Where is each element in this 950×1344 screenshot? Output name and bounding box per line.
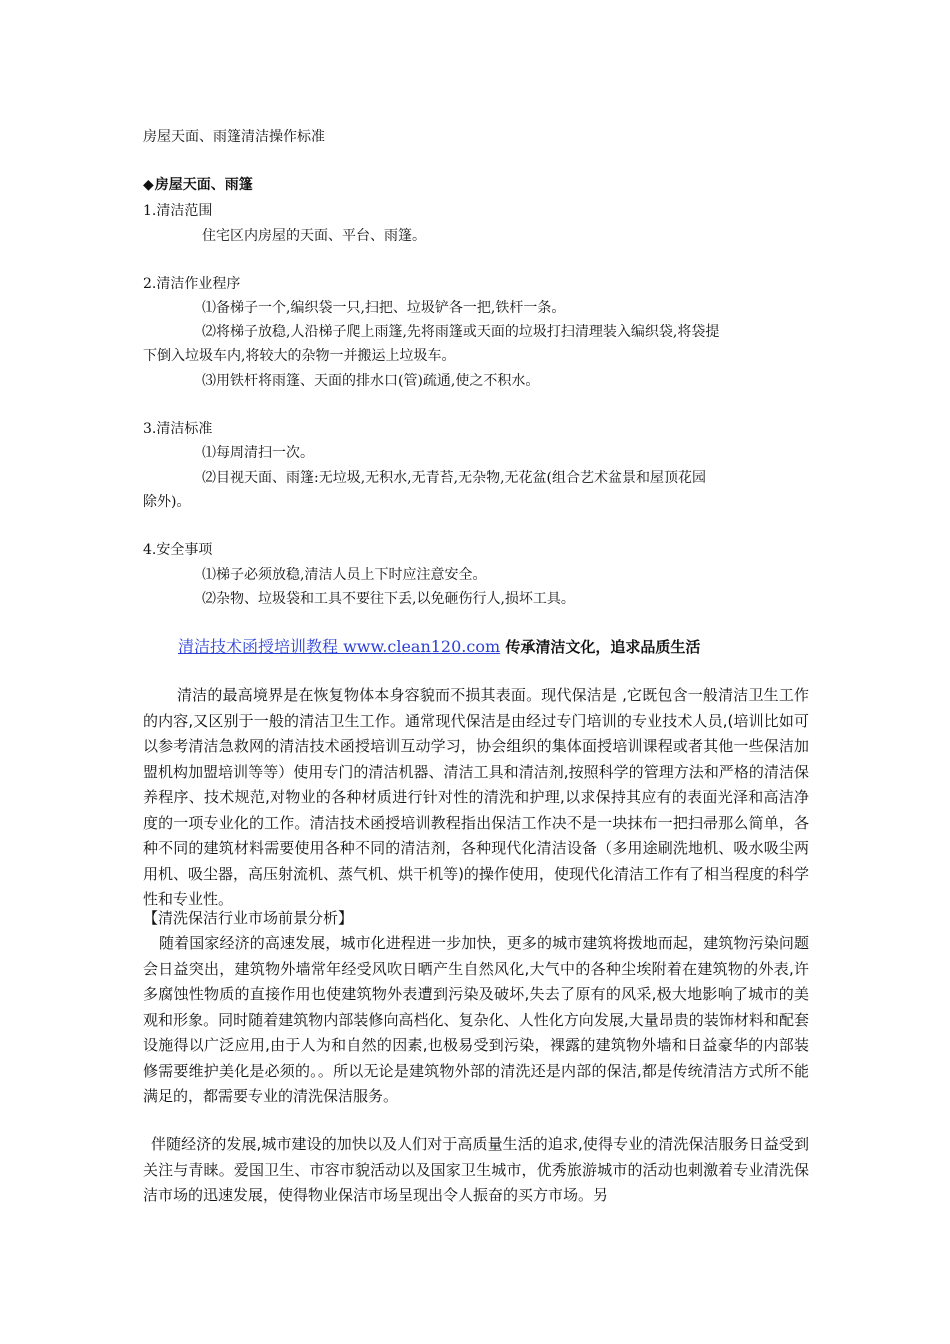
paragraph-intro: 清洁的最高境界是在恢复物体本身容貌而不损其表面。现代保洁是 ,它既包含一般清洁卫生工作的内容,又区别于一般的清洁卫生工作。通常现代保洁是由经过专门培训的专业技术人员,(培训比如可以参考清洁急救网的清洁技术函授培训互动学习，协会组织的集体面授培训课程或者其他一些保洁加盟机构加盟培训等等）使用专门的清洁机器、清洁工具和清洁剂,按照科学的管理方法和严格的清洁保养程序、技术规范,对物业的各种材质进行针对性的清洗和护理,以求保持其应有的表面光泽和高洁净度的一项专业化的工作。清洁技术函授培训教程指出保洁工作决不是一块抹布一把扫帚那么简单，各种不同的建筑材料需要使用各种不同的清洁剂，各种现代化清洁设备（多用途刷洗地机、吸水吸尘两用机、吸尘器，高压射流机、蒸气机、烘干机等)的操作使用，使现代化清洁工作有了相当程度的科学性和专业性。 [143,686,809,908]
section-title-procedure: 2.清洁作业程序 [143,276,241,292]
section-title-scope: 1.清洁范围 [143,203,213,219]
paragraph-market-growth: 伴随经济的发展,城市建设的加快以及人们对于高质量生活的追求,使得专业的清洗保洁服务日益受到关注与青睐。爱国卫生、市容市貌活动以及国家卫生城市，优秀旅游城市的活动也刺激着专业清洗保洁市场的迅速发展，使得物业保洁市场呈现出令人振奋的买方市场。另 [143,1135,809,1204]
list-item-continuation: 除外)。 [143,494,191,510]
diamond-bullet-icon: ◆ [143,177,154,193]
section-title-safety: 4.安全事项 [143,542,213,558]
promo-banner [178,636,700,658]
list-item: ⑴每周清扫一次。 [202,445,314,461]
list-item: ⑵将梯子放稳,人沿梯子爬上雨篷,先将雨篷或天面的垃圾打扫清理装入编织袋,将袋提 [202,324,720,340]
list-item: ⑴梯子必须放稳,清洁人员上下时应注意安全。 [202,567,487,583]
training-course-link[interactable]: 清洁技术函授培训教程 www.clean120.com [178,637,501,656]
section-heading [143,175,253,195]
list-item: ⑶用铁杆将雨篷、天面的排水口(管)疏通,使之不积水。 [202,373,540,389]
banner-slogan: 传承清洁文化，追求品质生活 [500,638,701,656]
document-title: 房屋天面、雨篷清洁操作标准 [143,129,325,145]
list-item: 住宅区内房屋的天面、平台、雨篷。 [202,228,426,244]
section-title-standard: 3.清洁标准 [143,421,213,437]
list-item: ⑵目视天面、雨篷:无垃圾,无积水,无青苔,无杂物,无花盆(组合艺术盆景和屋顶花园 [202,470,706,486]
list-item: ⑴备梯子一个,编织袋一只,扫把、垃圾铲各一把,铁杆一条。 [202,300,566,316]
list-item: ⑵杂物、垃圾袋和工具不要往下丢,以免砸伤行人,损坏工具。 [202,591,575,607]
list-item-continuation: 下倒入垃圾车内,将较大的杂物一并搬运上垃圾车。 [143,348,456,364]
paragraph-market-analysis: 随着国家经济的高速发展，城市化进程进一步加快，更多的城市建筑将拨地而起，建筑物污染问题会日益突出，建筑物外墙常年经受风吹日晒产生自然风化,大气中的各种尘埃附着在建筑物的外表,许多腐蚀性物质的直接作用也使建筑物外表遭到污染及破坏,失去了原有的风采,极大地影响了城市的美观和形象。同时随着建筑物内部装修向高档化、复杂化、人性化方向发展,大量昂贵的装饰材料和配套设施得以广泛应用,由于人为和自然的因素,也极易受到污染，裸露的建筑物外墙和日益豪华的内部装修需要维护美化是必须的。。所以无论是建筑物外部的清洗还是内部的保洁,都是传统清洁方式所不能满足的，都需要专业的清洗保洁服务。 [143,934,809,1105]
section-heading-text: 房屋天面、雨篷 [154,177,253,193]
paragraph-market-heading: 【清洗保洁行业市场前景分析】 [143,909,354,927]
